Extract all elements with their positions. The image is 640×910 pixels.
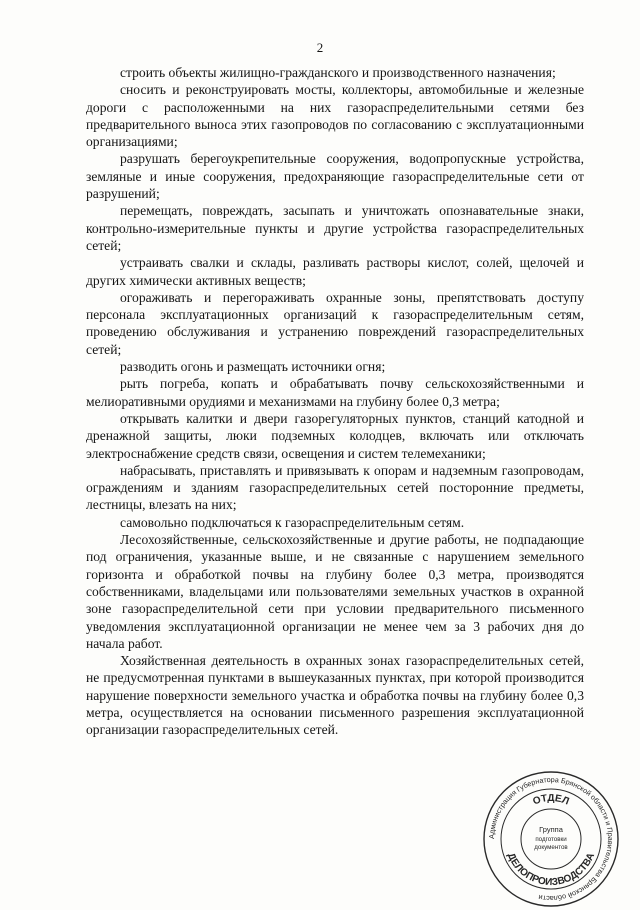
paragraph: Лесохозяйственные, сельскохозяйственные и другие работы, не подпадающие под ограничения, указанные выше, и не связанные с нарушением земельного горизонта и обработкой почвы на глубину более 0,3 метра, производятся собственниками, владельцами или пользователями земельных участков в охранной зоне газораспределительной сети при условии предварительного письменного уведомления эксплуатационной организации не менее чем за 3 рабочих дня до начала работ. [86, 532, 584, 651]
paragraph: набрасывать, приставлять и привязывать к опорам и надземным газопроводам, ограждениям и зданиям газораспределительных сетей посторонние предметы, лестницы, влезать на них; [86, 462, 584, 513]
paragraph: разрушать берегоукрепительные сооружения, водопропускные устройства, земляные и иные сооружения, предохраняющие газораспределительные сети от разрушений; [86, 151, 584, 202]
stamp-records-word: ДЕЛОПРОИЗВОДСТВА [504, 851, 598, 889]
stamp-center-line: подготовки [535, 836, 567, 843]
document-body [86, 64, 584, 739]
paragraph: разводить огонь и размещать источники огня; [120, 359, 386, 375]
office-stamp [480, 768, 622, 910]
paragraph: строить объекты жилищно-гражданского и производственного назначения; [120, 65, 556, 80]
stamp-outer-text: Администрация Губернатора Брянской области и Правительства Брянской области [486, 774, 616, 904]
stamp-center-line: документов [534, 844, 568, 851]
paragraph: самовольно подключаться к газораспределительным сетям. [120, 514, 465, 530]
paragraph: рыть погреба, копать и обрабатывать почву сельскохозяйственными и мелиоративными орудиями и механизмами на глубину более 0,3 метра; [86, 376, 584, 409]
paragraph: огораживать и перегораживать охранные зоны, препятствовать доступу персонала эксплуатационных организаций к газораспределительным сетям, проведению обслуживания и устранению повреждений газораспределительных сетей; [86, 289, 584, 357]
paragraph: сносить и реконструировать мосты, коллекторы, автомобильные и железные дороги с расположенными на них газораспределительными сетями без предварительного выноса этих газопроводов по согласованию с эксплуатационными организациями; [86, 82, 584, 150]
stamp-department-word: ОТДЕЛ [531, 792, 571, 808]
paragraph: устраивать свалки и склады, разливать растворы кислот, солей, щелочей и других химически активных веществ; [86, 255, 584, 288]
paragraph: перемещать, повреждать, засыпать и уничтожать опознавательные знаки, контрольно-измерительные пункты и другие устройства газораспределительных сетей; [86, 203, 584, 253]
paragraph: открывать калитки и двери газорегуляторных пунктов, станций катодной и дренажной защиты, люки подземных колодцев, включать или отключать электроснабжение средств связи, освещения и систем телемеханики; [86, 410, 584, 461]
page-number: 2 [316, 40, 324, 55]
paragraph: Хозяйственная деятельность в охранных зонах газораспределительных сетей, не предусмотренная пунктами в вышеуказанных пунктах, при которой производится нарушение поверхности земельного участка и обработка почвы на глубину более 0,3 метра, осуществляется на основании письменного разрешения эксплуатационной организации газораспределительных сетей. [86, 653, 584, 738]
stamp-center-line: Группа [539, 825, 563, 834]
